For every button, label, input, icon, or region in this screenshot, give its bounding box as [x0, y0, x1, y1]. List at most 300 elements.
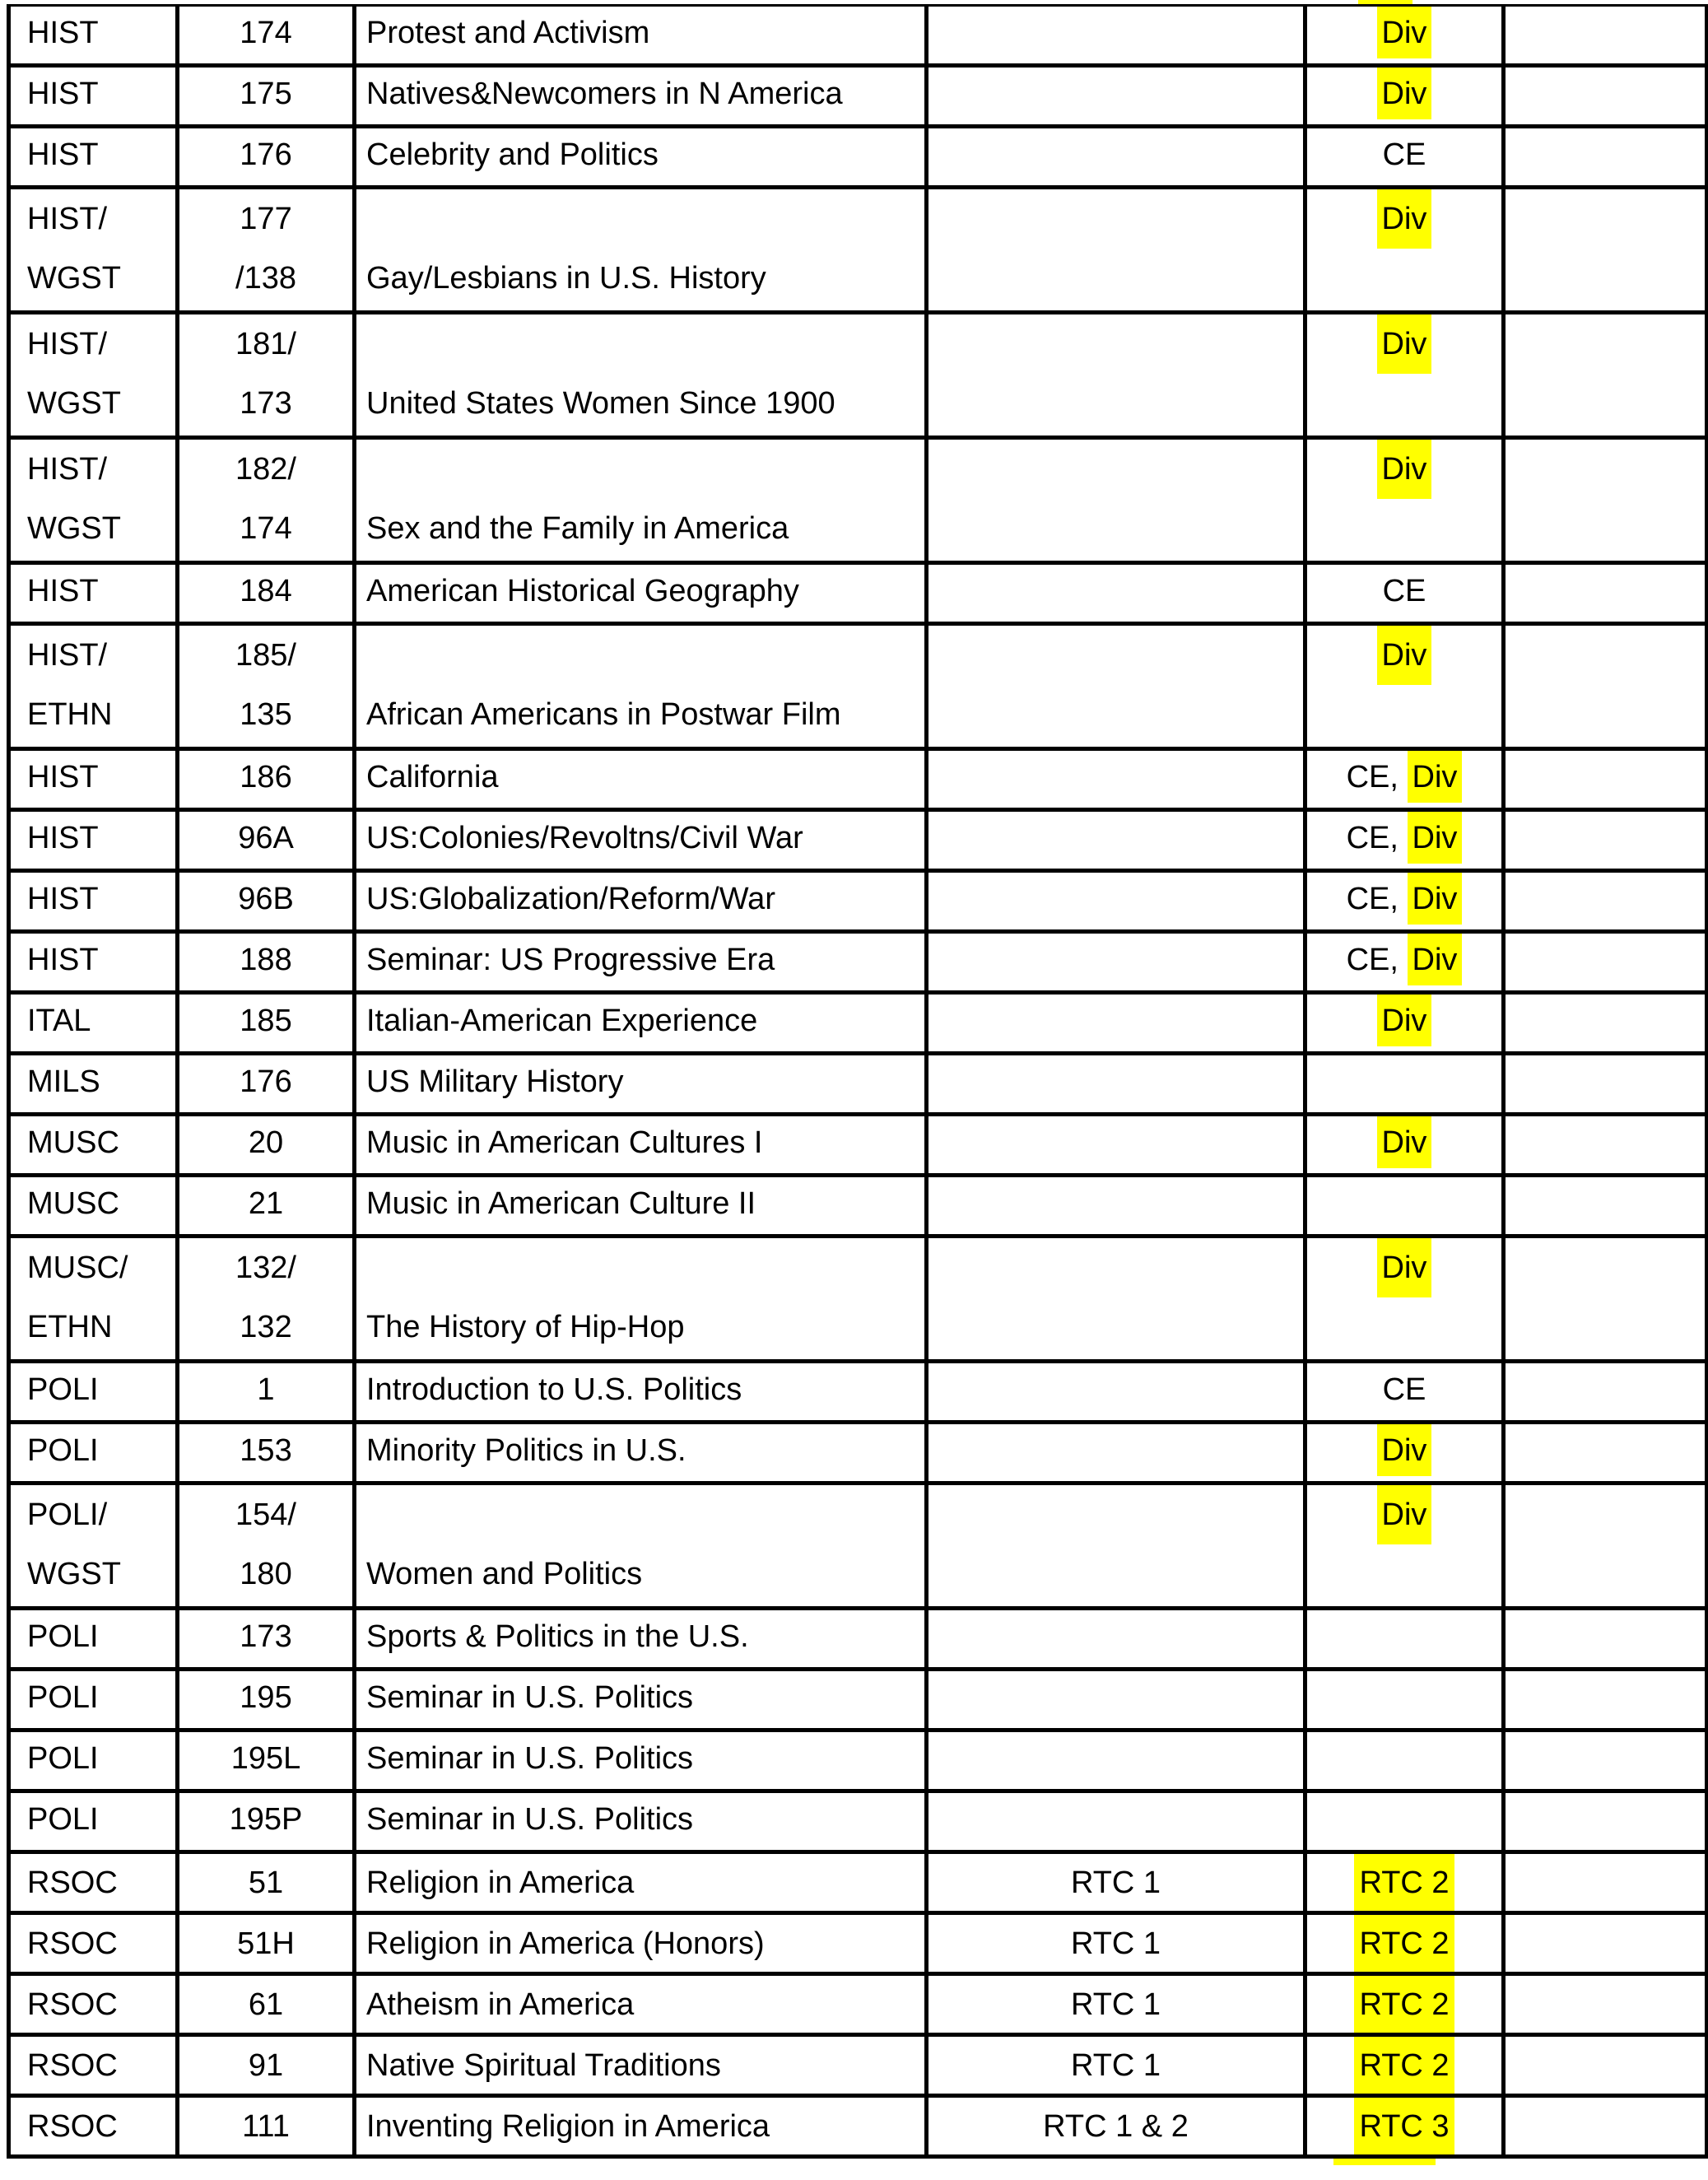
text-segment: CE: [1382, 1372, 1426, 1407]
cell-num: [178, 1115, 355, 1176]
cell-extra: [1504, 6, 1707, 66]
cell-line: [1307, 1854, 1501, 1911]
cell-line: [179, 1177, 352, 1229]
cell-line: [356, 249, 924, 308]
cell-line: [928, 374, 1303, 433]
cell-line: [1307, 995, 1501, 1046]
cell-title: [355, 188, 927, 313]
cell-line: [1307, 374, 1501, 433]
cell-line: [11, 1976, 175, 2033]
cell-ge: [1305, 127, 1504, 188]
table-row: [9, 749, 1707, 810]
cell-line: [356, 565, 924, 617]
cell-line: [1506, 873, 1705, 925]
cell-line: [179, 685, 352, 744]
cell-note: [927, 1974, 1305, 2035]
cell-line: [356, 2098, 924, 2154]
cell-line: [1307, 189, 1501, 249]
text-segment: 188: [240, 942, 292, 977]
cell-line: [1506, 1915, 1705, 1972]
text-segment: CE: [1382, 573, 1426, 608]
course-table-body: [9, 6, 1707, 2157]
cell-title: [355, 1115, 927, 1176]
text-segment: African Americans in Postwar Film: [366, 697, 841, 732]
text-segment: 21: [248, 1185, 284, 1221]
cell-line: [928, 934, 1303, 985]
cell-num: [178, 2096, 355, 2157]
cell-title: [355, 1791, 927, 1852]
cell-line: [11, 1793, 175, 1845]
text-segment: WGST: [27, 261, 121, 296]
cell-line: [1307, 873, 1501, 925]
text-segment: POLI: [27, 1432, 99, 1468]
cell-dept: [9, 624, 178, 749]
cell-ge: [1305, 66, 1504, 127]
cell-dept: [9, 313, 178, 438]
cell-extra: [1504, 749, 1707, 810]
cell-line: [928, 1424, 1303, 1476]
cell-line: [11, 189, 175, 249]
cell-line: [11, 1424, 175, 1476]
cell-line: [179, 1976, 352, 2033]
cell-note: [927, 1609, 1305, 1670]
cell-line: [356, 1116, 924, 1168]
text-segment: 111: [242, 2108, 290, 2144]
text-segment: Minority Politics in U.S.: [366, 1432, 686, 1468]
cell-line: [928, 626, 1303, 685]
cell-num: [178, 1913, 355, 1974]
cell-line: [179, 751, 352, 803]
cell-note: [927, 624, 1305, 749]
cell-ge: [1305, 749, 1504, 810]
cell-line: [11, 1671, 175, 1723]
text-segment: POLI: [27, 1372, 99, 1407]
cell-extra: [1504, 1423, 1707, 1484]
text-segment: 177: [240, 202, 292, 236]
table-row: [9, 1609, 1707, 1670]
cropped-previous-row-strip: [7, 0, 1705, 4]
text-segment: Religion in America: [366, 1865, 635, 1900]
cell-num: [178, 1609, 355, 1670]
cell-extra: [1504, 871, 1707, 932]
cell-dept: [9, 1730, 178, 1791]
cell-line: [356, 1363, 924, 1415]
cell-line: [928, 314, 1303, 374]
table-row: [9, 313, 1707, 438]
text-segment: US:Colonies/Revoltns/Civil War: [366, 820, 803, 855]
cell-line: [179, 1732, 352, 1784]
cell-line: [1307, 249, 1501, 308]
cell-extra: [1504, 1791, 1707, 1852]
cell-line: [179, 873, 352, 925]
cell-dept: [9, 1670, 178, 1730]
text-segment: ETHN: [27, 697, 113, 732]
cell-line: [11, 374, 175, 433]
text-segment: 173: [240, 386, 292, 421]
text-segment: Seminar in U.S. Politics: [366, 1801, 694, 1837]
cell-line: [11, 440, 175, 499]
text-segment: CE,: [1346, 881, 1408, 916]
cell-line: [928, 2098, 1303, 2154]
cell-note: [927, 1115, 1305, 1176]
text-segment: RTC 1: [1070, 1865, 1161, 1900]
cell-num: [178, 624, 355, 749]
cell-line: [928, 1485, 1303, 1544]
table-row: [9, 1974, 1707, 2035]
cell-ge: [1305, 1670, 1504, 1730]
cell-extra: [1504, 1362, 1707, 1423]
cell-dept: [9, 2035, 178, 2096]
cell-title: [355, 1176, 927, 1237]
text-segment: US:Globalization/Reform/War: [366, 881, 775, 916]
cell-line: [179, 1238, 352, 1297]
cell-note: [927, 127, 1305, 188]
cell-dept: [9, 749, 178, 810]
cell-line: [179, 2098, 352, 2154]
cell-ge: [1305, 2035, 1504, 2096]
cell-line: [11, 1485, 175, 1544]
text-segment: 195L: [230, 1740, 301, 1776]
cell-note: [927, 871, 1305, 932]
text-segment: Introduction to U.S. Politics: [366, 1372, 742, 1407]
cell-extra: [1504, 1054, 1707, 1115]
highlighted-text: Div: [1408, 934, 1463, 985]
text-segment: 154/: [235, 1498, 296, 1532]
cell-extra: [1504, 188, 1707, 313]
highlighted-text: Div: [1377, 7, 1432, 58]
cell-title: [355, 810, 927, 871]
highlighted-text: Div: [1408, 812, 1463, 864]
cell-line: [1307, 314, 1501, 374]
cell-line: [1307, 1915, 1501, 1972]
cell-note: [927, 993, 1305, 1054]
cell-num: [178, 810, 355, 871]
text-segment: 51: [248, 1865, 284, 1900]
cropped-highlight-sliver-bottom: [1333, 2159, 1436, 2165]
cell-ge: [1305, 1176, 1504, 1237]
cell-note: [927, 1484, 1305, 1609]
cell-note: [927, 6, 1305, 66]
cell-num: [178, 932, 355, 993]
cell-dept: [9, 1176, 178, 1237]
cell-note: [927, 188, 1305, 313]
cell-num: [178, 1423, 355, 1484]
cell-num: [178, 871, 355, 932]
cell-line: [928, 1238, 1303, 1297]
cell-note: [927, 1852, 1305, 1913]
cell-num: [178, 1730, 355, 1791]
cell-extra: [1504, 2096, 1707, 2157]
cell-line: [928, 1793, 1303, 1845]
cell-dept: [9, 1115, 178, 1176]
cell-title: [355, 749, 927, 810]
table-row: [9, 2096, 1707, 2157]
cell-line: [11, 2098, 175, 2154]
cell-line: [928, 1055, 1303, 1107]
text-segment: WGST: [27, 1557, 121, 1591]
cell-line: [11, 685, 175, 744]
cropped-next-row-strip: [7, 2159, 1705, 2165]
cell-line: [11, 1915, 175, 1972]
cell-extra: [1504, 1974, 1707, 2035]
text-segment: United States Women Since 1900: [366, 386, 835, 421]
text-segment: The History of Hip-Hop: [366, 1310, 685, 1344]
cell-line: [356, 751, 924, 803]
cell-line: [11, 1363, 175, 1415]
cell-num: [178, 127, 355, 188]
text-segment: MUSC: [27, 1125, 119, 1160]
cell-line: [356, 314, 924, 374]
cell-note: [927, 2096, 1305, 2157]
highlighted-text: Div: [1377, 1116, 1432, 1168]
cell-extra: [1504, 1852, 1707, 1913]
table-row: [9, 871, 1707, 932]
cell-title: [355, 624, 927, 749]
cell-title: [355, 1974, 927, 2035]
text-segment: 132: [240, 1310, 292, 1344]
cell-line: [11, 68, 175, 119]
text-segment: 91: [248, 2047, 284, 2083]
cell-line: [356, 1055, 924, 1107]
cell-dept: [9, 1423, 178, 1484]
cell-extra: [1504, 810, 1707, 871]
cell-line: [1506, 1177, 1705, 1229]
cell-note: [927, 438, 1305, 563]
cell-line: [179, 499, 352, 558]
cell-line: [356, 1177, 924, 1229]
cell-title: [355, 1670, 927, 1730]
cell-line: [11, 1177, 175, 1229]
cell-note: [927, 1237, 1305, 1362]
cell-dept: [9, 1237, 178, 1362]
text-segment: ETHN: [27, 1310, 113, 1344]
cell-line: [928, 1915, 1303, 1972]
cell-ge: [1305, 1791, 1504, 1852]
cell-extra: [1504, 1609, 1707, 1670]
cell-line: [1506, 1485, 1705, 1544]
cell-extra: [1504, 438, 1707, 563]
text-segment: HIST/: [27, 327, 108, 361]
cell-ge: [1305, 1852, 1504, 1913]
cell-line: [1506, 249, 1705, 308]
cell-ge: [1305, 932, 1504, 993]
cell-line: [179, 1055, 352, 1107]
cell-line: [1307, 626, 1501, 685]
cell-extra: [1504, 563, 1707, 624]
cell-ge: [1305, 1484, 1504, 1609]
text-segment: MUSC/: [27, 1251, 128, 1285]
text-segment: 176: [240, 137, 292, 172]
cell-line: [179, 249, 352, 308]
cell-title: [355, 932, 927, 993]
cell-extra: [1504, 932, 1707, 993]
cell-extra: [1504, 1913, 1707, 1974]
highlighted-text: Div: [1408, 751, 1463, 803]
cell-line: [1307, 1363, 1501, 1415]
cell-line: [1506, 995, 1705, 1046]
cell-num: [178, 1237, 355, 1362]
cell-line: [356, 1976, 924, 2033]
table-row: [9, 1730, 1707, 1791]
cell-dept: [9, 1852, 178, 1913]
text-segment: RSOC: [27, 2108, 118, 2144]
highlighted-text: RTC 3: [1354, 2098, 1454, 2154]
cell-dept: [9, 438, 178, 563]
cell-line: [11, 1544, 175, 1604]
cell-line: [179, 1793, 352, 1845]
table-row: [9, 624, 1707, 749]
text-segment: HIST/: [27, 202, 108, 236]
cell-line: [1506, 1671, 1705, 1723]
cell-note: [927, 1791, 1305, 1852]
cell-line: [1506, 812, 1705, 864]
highlighted-text: Div: [1377, 1424, 1432, 1476]
table-row: [9, 1670, 1707, 1730]
cell-num: [178, 993, 355, 1054]
cell-line: [11, 499, 175, 558]
text-segment: HIST: [27, 942, 99, 977]
cell-line: [356, 440, 924, 499]
cell-line: [1506, 1238, 1705, 1297]
cell-num: [178, 563, 355, 624]
text-segment: 182/: [235, 452, 296, 487]
cell-line: [11, 873, 175, 925]
text-segment: 135: [240, 697, 292, 732]
cell-ge: [1305, 1730, 1504, 1791]
cell-line: [928, 1610, 1303, 1662]
cell-line: [11, 995, 175, 1046]
cell-line: [928, 189, 1303, 249]
cell-ge: [1305, 1054, 1504, 1115]
text-segment: 176: [240, 1064, 292, 1099]
text-segment: 195P: [229, 1801, 303, 1837]
cell-line: [356, 1671, 924, 1723]
cell-line: [356, 499, 924, 558]
cell-line: [1307, 751, 1501, 803]
cell-num: [178, 188, 355, 313]
cell-line: [1307, 440, 1501, 499]
cell-line: [356, 1544, 924, 1604]
text-segment: Sports & Politics in the U.S.: [366, 1619, 749, 1654]
text-segment: POLI: [27, 1801, 99, 1837]
cell-line: [179, 314, 352, 374]
text-segment: CE,: [1346, 759, 1408, 794]
cell-ge: [1305, 2096, 1504, 2157]
cell-ge: [1305, 1237, 1504, 1362]
cell-line: [1506, 1363, 1705, 1415]
cell-line: [1307, 68, 1501, 119]
text-segment: CE,: [1346, 942, 1408, 977]
cell-num: [178, 66, 355, 127]
cell-note: [927, 1054, 1305, 1115]
highlighted-text: RTC 2: [1354, 2037, 1454, 2094]
cell-line: [1307, 1055, 1501, 1107]
text-segment: ITAL: [27, 1003, 91, 1038]
cell-line: [1307, 1485, 1501, 1544]
cell-line: [1506, 1055, 1705, 1107]
cell-line: [928, 1976, 1303, 2033]
cell-line: [928, 873, 1303, 925]
text-segment: /138: [235, 261, 296, 296]
table-row: [9, 2035, 1707, 2096]
cell-line: [356, 1793, 924, 1845]
cell-line: [11, 565, 175, 617]
highlighted-text: Div: [1377, 189, 1432, 249]
cell-dept: [9, 1362, 178, 1423]
cell-line: [928, 1671, 1303, 1723]
text-segment: RSOC: [27, 2047, 118, 2083]
cell-line: [1506, 314, 1705, 374]
cell-line: [928, 440, 1303, 499]
text-segment: HIST: [27, 820, 99, 855]
cell-line: [356, 1424, 924, 1476]
text-segment: POLI: [27, 1740, 99, 1776]
table-row: [9, 66, 1707, 127]
cell-line: [1307, 565, 1501, 617]
cell-num: [178, 749, 355, 810]
cell-note: [927, 1913, 1305, 1974]
cell-line: [356, 873, 924, 925]
text-segment: Protest and Activism: [366, 15, 650, 50]
text-segment: 96A: [238, 820, 294, 855]
text-segment: 1: [257, 1372, 275, 1407]
cell-line: [179, 1544, 352, 1604]
cell-title: [355, 1730, 927, 1791]
text-segment: Sex and the Family in America: [366, 511, 789, 546]
cell-num: [178, 1362, 355, 1423]
text-segment: Music in American Culture II: [366, 1185, 756, 1221]
cell-line: [179, 374, 352, 433]
cell-ge: [1305, 810, 1504, 871]
cell-line: [1506, 440, 1705, 499]
text-segment: HIST: [27, 881, 99, 916]
cell-line: [928, 1854, 1303, 1911]
table-row: [9, 438, 1707, 563]
cell-ge: [1305, 993, 1504, 1054]
text-segment: 185: [240, 1003, 292, 1038]
cell-note: [927, 1176, 1305, 1237]
cell-line: [356, 685, 924, 744]
text-segment: 174: [240, 511, 292, 546]
cell-line: [1307, 1297, 1501, 1357]
cell-line: [1307, 934, 1501, 985]
cell-ge: [1305, 1913, 1504, 1974]
cell-line: [1307, 1732, 1501, 1784]
cell-note: [927, 2035, 1305, 2096]
cell-line: [928, 812, 1303, 864]
table-row: [9, 1176, 1707, 1237]
cell-extra: [1504, 993, 1707, 1054]
highlighted-text: RTC 2: [1354, 1854, 1454, 1911]
cell-line: [11, 1297, 175, 1357]
text-segment: RTC 1: [1070, 2047, 1161, 2083]
text-segment: 180: [240, 1557, 292, 1591]
cell-title: [355, 127, 927, 188]
course-table: [7, 4, 1708, 2159]
cell-num: [178, 1054, 355, 1115]
cell-line: [928, 1544, 1303, 1604]
text-segment: Seminar in U.S. Politics: [366, 1679, 694, 1715]
cell-line: [1506, 1544, 1705, 1604]
cell-dept: [9, 66, 178, 127]
highlighted-text: Div: [1377, 1238, 1432, 1297]
cell-extra: [1504, 2035, 1707, 2096]
cell-line: [1307, 1424, 1501, 1476]
text-segment: 174: [240, 15, 292, 50]
text-segment: Italian-American Experience: [366, 1003, 758, 1038]
cell-extra: [1504, 313, 1707, 438]
cell-line: [928, 1177, 1303, 1229]
